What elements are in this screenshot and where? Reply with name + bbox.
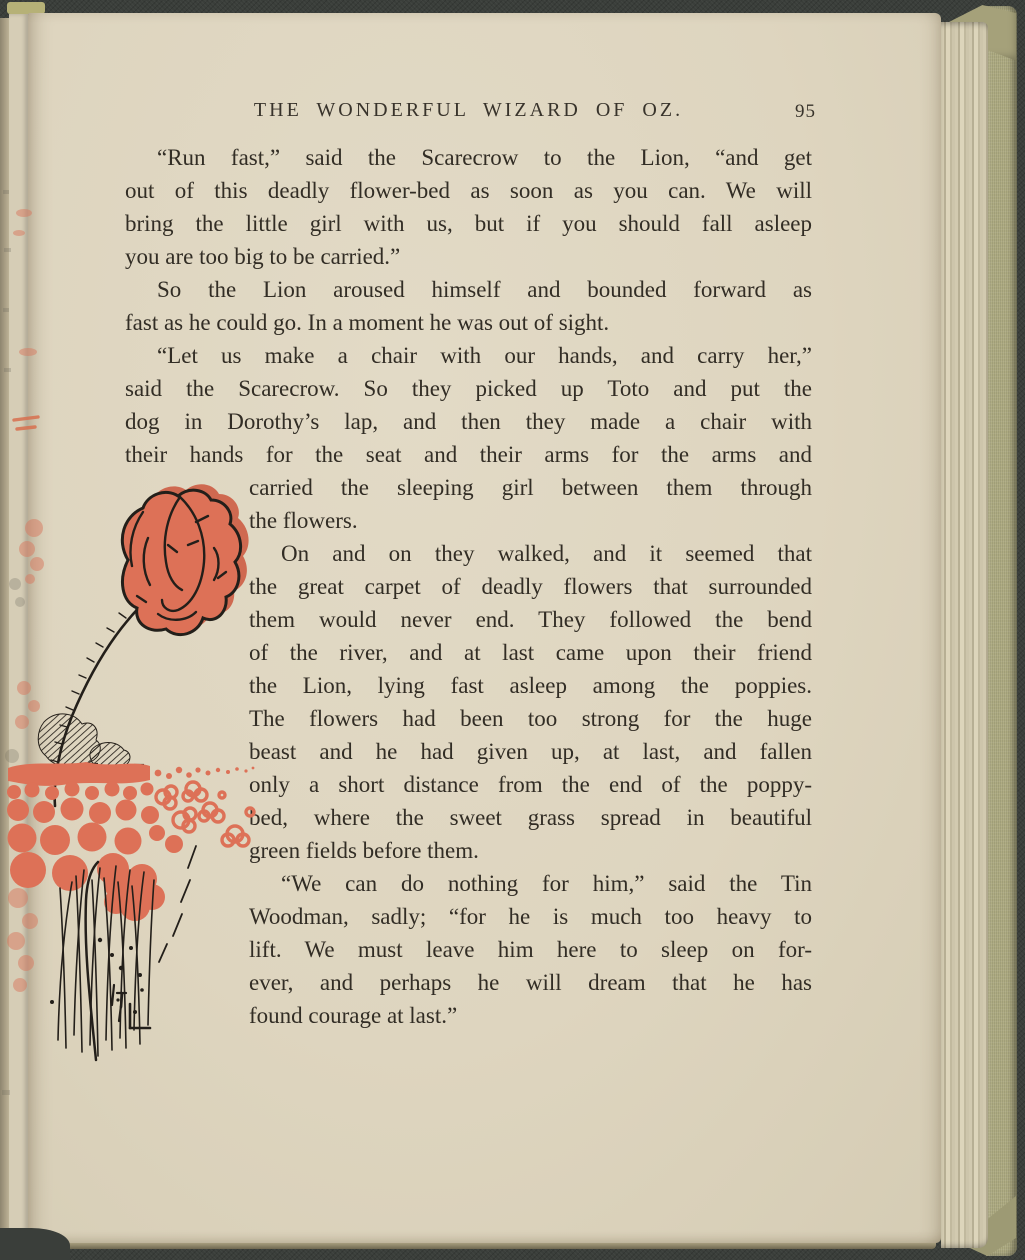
text-line: the Lion, lying fast asleep among the poppies. — [249, 673, 812, 698]
text-line: bring the little girl with us, but if you should fall asleep — [125, 211, 812, 236]
full-width-text — [125, 141, 812, 471]
book-cover-cloth — [986, 6, 1017, 1256]
text-line: bed, where the sweet grass spread in beautiful — [249, 805, 812, 830]
text-line: dog in Dorothy’s lap, and then they made a chair with — [125, 409, 812, 434]
text-line: beast and he had given up, at last, and fallen — [249, 739, 812, 764]
text-line: ever, and perhaps he will dream that he has — [249, 970, 812, 995]
text-line: them would never end. They followed the bend — [249, 607, 812, 632]
text-line: The flowers had been too strong for the huge — [249, 706, 812, 731]
page-edges-stack — [941, 22, 988, 1248]
book-page — [28, 13, 941, 1243]
text-line: carried the sleeping girl between them through — [249, 475, 812, 500]
page-number: 95 — [795, 101, 816, 122]
text-line: So the Lion aroused himself and bounded forward as — [157, 277, 812, 302]
text-line: you are too big to be carried.” — [125, 244, 401, 269]
text-line: “Run fast,” said the Scarecrow to the Lion, “and get — [157, 145, 812, 170]
body-text — [125, 141, 812, 1032]
wrapped-text-column — [249, 471, 812, 1032]
text-line: of the river, and at last came upon their friend — [249, 640, 812, 665]
running-head-title: THE WONDERFUL WIZARD OF OZ. — [253, 99, 684, 121]
text-line: On and on they walked, and it seemed that — [281, 541, 812, 566]
text-line: only a short distance from the end of the poppy- — [249, 772, 812, 797]
text-line: “Let us make a chair with our hands, and carry her,” — [157, 343, 812, 368]
gutter-page-edge — [0, 18, 9, 1256]
text-line: said the Scarecrow. So they picked up Toto and put the — [125, 376, 812, 401]
text-line: lift. We must leave him here to sleep on for- — [249, 937, 812, 962]
previous-page-strip — [9, 14, 28, 1248]
text-line: the great carpet of deadly flowers that surrounded — [249, 574, 812, 599]
text-line: Woodman, sadly; “for he is much too heavy to — [249, 904, 812, 929]
text-line: green fields before them. — [249, 838, 479, 863]
page-bottom-edge — [28, 1243, 936, 1249]
text-line: found courage at last.” — [249, 1003, 458, 1028]
text-line: fast as he could go. In a moment he was out of sight. — [125, 310, 610, 335]
text-line: “We can do nothing for him,” said the Tin — [281, 871, 812, 896]
shadow-notch — [0, 1228, 70, 1260]
text-line: out of this deadly flower-bed as soon as you can. We will — [125, 178, 812, 203]
text-line: their hands for the seat and their arms for the arms and — [125, 442, 812, 467]
running-head — [125, 99, 816, 127]
text-line: the flowers. — [249, 508, 358, 533]
